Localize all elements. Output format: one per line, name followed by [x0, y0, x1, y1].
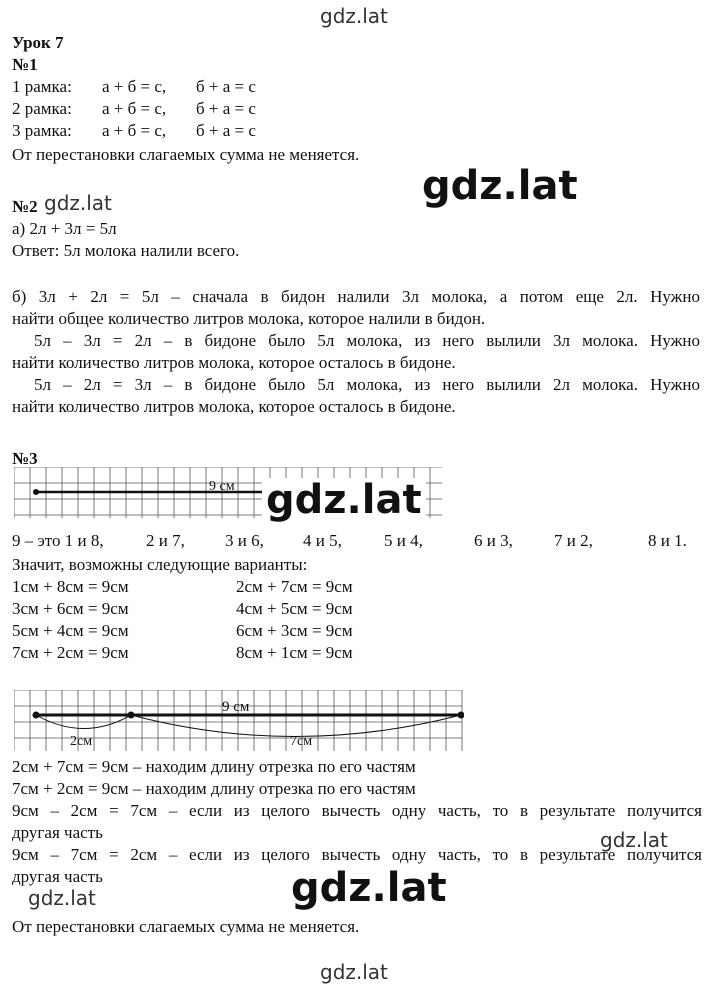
variant-equation: 4см + 5см = 9см: [236, 599, 353, 618]
segment-total-label: 9 см: [222, 699, 250, 715]
task3-line: 9см – 2см = 7см – если из целого вычесть одну часть, то в результате получится: [12, 801, 702, 820]
number-pair: 9 – это 1 и 8,: [12, 531, 104, 550]
frame-label: 2 рамка:: [12, 99, 72, 118]
number-pair: 4 и 5,: [303, 531, 342, 550]
task3-line: 2см + 7см = 9см – находим длину отрезка по его частям: [12, 757, 416, 776]
variant-equation: 7см + 2см = 9см: [12, 643, 129, 662]
watermark-large-3: gdz.lat: [287, 866, 451, 910]
watermark-3: gdz.lat: [600, 828, 668, 852]
task3-line: 9см – 7см = 2см – если из целого вычесть одну часть, то в результате получится: [12, 845, 702, 864]
number-pair: 6 и 3,: [474, 531, 513, 550]
task1-conclusion: От перестановки слагаемых сумма не меняется.: [12, 145, 360, 164]
number-pair: 5 и 4,: [384, 531, 423, 550]
task1-title: №1: [12, 55, 38, 74]
task2-b-line: 5л – 2л = 3л – в бидоне было 5л молока, из него вылили 2л молока. Нужно: [34, 375, 700, 394]
frame-label: 3 рамка:: [12, 121, 72, 140]
segment-label-1: 9 см: [209, 479, 235, 494]
task2-b-line: б) 3л + 2л = 5л – сначала в бидон налили 3л молока, а потом еще 2л. Нужно: [12, 287, 700, 306]
number-pair: 8 и 1.: [648, 531, 687, 550]
frame-equation-2: б + а = с: [196, 121, 256, 140]
frame-equation-2: б + а = с: [196, 77, 256, 96]
watermark-2: gdz.lat: [44, 191, 112, 215]
frame-equation-1: а + б = с,: [102, 121, 167, 140]
watermark-large-1: gdz.lat: [418, 164, 582, 208]
frame-equation-2: б + а = с: [196, 99, 256, 118]
task2-b-line: найти количество литров молока, которое осталось в бидоне.: [12, 353, 456, 372]
number-pair: 3 и 6,: [225, 531, 264, 550]
variant-equation: 8см + 1см = 9см: [236, 643, 353, 662]
task2-b-line: найти количество литров молока, которое осталось в бидоне.: [12, 397, 456, 416]
task2-b-line: найти общее количество литров молока, которое налили в бидон.: [12, 309, 486, 328]
watermark-bottom: gdz.lat: [320, 960, 388, 984]
variants-intro: Значит, возможны следующие варианты:: [12, 555, 308, 574]
number-pair: 7 и 2,: [554, 531, 593, 550]
variant-equation: 5см + 4см = 9см: [12, 621, 129, 640]
task2-a-equation: а) 2л + 3л = 5л: [12, 219, 117, 238]
lesson-title: Урок 7: [12, 33, 64, 52]
part1-label: 2см: [70, 734, 93, 749]
segment-endpoint: [33, 489, 39, 495]
task3-line: 7см + 2см = 9см – находим длину отрезка по его частям: [12, 779, 416, 798]
task2-title: №2: [12, 197, 38, 216]
frame-label: 1 рамка:: [12, 77, 72, 96]
task3-title: №3: [12, 449, 38, 468]
watermark-4: gdz.lat: [28, 886, 96, 910]
number-pair: 2 и 7,: [146, 531, 185, 550]
task2-a-answer: Ответ: 5л молока налили всего.: [12, 241, 240, 260]
watermark-large-2: gdz.lat: [262, 478, 426, 522]
variant-equation: 3см + 6см = 9см: [12, 599, 129, 618]
watermark-top: gdz.lat: [320, 4, 388, 28]
frame-equation-1: а + б = с,: [102, 99, 167, 118]
variant-equation: 1см + 8см = 9см: [12, 577, 129, 596]
task3-conclusion: От перестановки слагаемых сумма не меняется.: [12, 917, 360, 936]
task2-b-line: 5л – 3л = 2л – в бидоне было 5л молока, из него вылили 3л молока. Нужно: [34, 331, 700, 350]
part2-label: 7см: [290, 734, 313, 749]
segment-point: [33, 712, 40, 719]
task3-line: другая часть: [12, 867, 103, 886]
task3-line: другая часть: [12, 823, 103, 842]
variant-equation: 6см + 3см = 9см: [236, 621, 353, 640]
variant-equation: 2см + 7см = 9см: [236, 577, 353, 596]
segment-point: [458, 712, 465, 719]
frame-equation-1: а + б = с,: [102, 77, 167, 96]
segment-point: [128, 712, 135, 719]
segment-grid-2: [14, 690, 464, 752]
